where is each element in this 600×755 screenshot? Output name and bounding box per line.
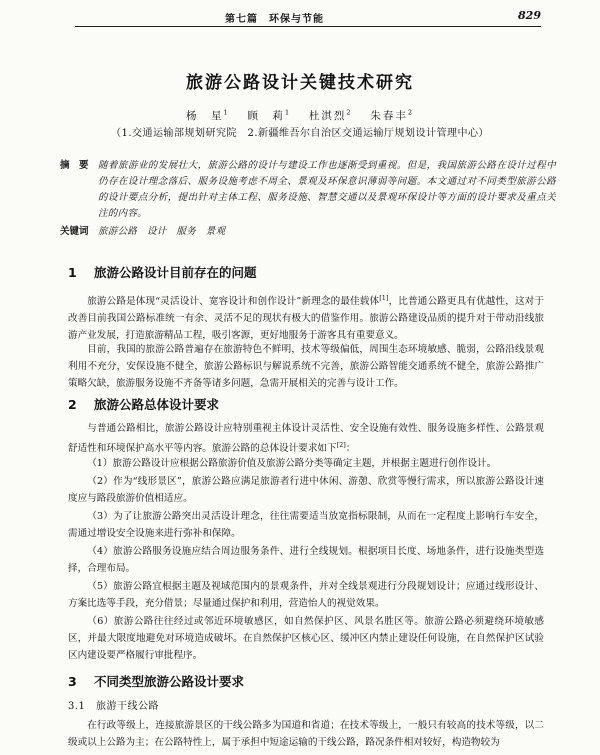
- author-mark: 1: [284, 108, 292, 117]
- section-heading: [68, 672, 244, 690]
- author-name: 杜淇烈: [308, 110, 347, 122]
- paragraph-text: ，比普通公路更具有优越性，这对于改善目前我国公路标准统一有余、灵活不足的现状有极大的借鉴作用。旅游公路建设品质的提升对于带动沿线旅游产业发展，打造旅游精品工程，吸引客源，更好地服务于游客具有重要意义。: [68, 296, 545, 342]
- paper-title: 旅游公路设计关键技术研究: [186, 73, 414, 93]
- list-item: （5）旅游公路宜根据主题及视域范围内的景观条件，并对全线景观进行分段规划设计；应通过线形设计、方案比选等手段，充分借景；尽量通过保护和利用，营造怡人的视觉效果。: [68, 581, 544, 609]
- abstract-text: 随着旅游业的发展壮大，旅游公路的设计与建设工作也逐渐受到重视。但是，我国旅游公路在设计过程中仍存在设计理念落后、服务设施考虑不周全、景观及环保意识薄弱等问题。本文通过对不同类型旅游公路的设计要点分析，提出针对主体工程、服务设施、智慧交通以及景观环保设计等方面的设计要求及重点关注的内容。: [98, 160, 556, 219]
- body-paragraph: 在行政等级上，连接旅游景区的干线公路多为国道和省道；在技术等级上，一般只有较高的技术等级，以二级或以上公路为主；在公路特性上，属于承担中短途运输的干线公路，路况条件相对较好，构造物较为: [68, 720, 544, 748]
- page-number: 829: [518, 9, 541, 22]
- paragraph-text: ：: [345, 443, 356, 455]
- author-mark: 2: [346, 108, 353, 117]
- subsection-number: 3.1: [68, 701, 86, 712]
- affiliations: （1.交通运输部规划研究院 2.新疆维吾尔自治区交通运输厅规划设计管理中心）: [110, 128, 490, 139]
- author-name: 杨 星: [185, 110, 224, 122]
- body-paragraph: [68, 420, 544, 457]
- paragraph-text: 与普通公路相比，旅游公路设计应特别重视主体设计灵活性、安全设施有效性、服务设施多样性、公路景观舒适性和环境保护高水平等内容。旅游公路的总体设计要求如下: [68, 423, 544, 455]
- section-number: 2: [68, 397, 77, 412]
- list-item: （1）旅游公路设计应根据公路旅游价值及旅游公路分类等确定主题，并根据主题进行创作设计。: [87, 458, 497, 469]
- paragraph-text: 旅游公路是体现“灵活设计、宽容设计和创作设计”新理念的最佳载体: [87, 296, 380, 308]
- section-title: 旅游公路总体设计要求: [94, 397, 220, 412]
- running-title: 第七篇 环保与节能: [225, 14, 324, 25]
- author-name: 朱春丰: [370, 110, 408, 122]
- section-title: 旅游公路设计目前存在的问题: [94, 265, 257, 280]
- header-rule: [75, 26, 541, 27]
- body-paragraph: 目前，我国的旅游公路普遍存在旅游特色不鲜明，技术等级偏低，周围生态环境敏感、脆弱，公路沿线景观利用不充分，安保设施不健全，旅游公路标识与解说系统不完善，旅游公路智能交通系统不健全，旅游公路推广策略欠缺，旅游服务设施不齐备等诸多问题，急需开展相关的完善与设计工作。: [68, 344, 544, 389]
- list-item: （2）作为“线形景区”，旅游公路应满足旅游者行进中休闲、游憩、欣赏等慢行需求，所以旅游公路设计速度应与路段旅游价值相适应。: [68, 476, 544, 504]
- keywords-block: [60, 224, 556, 240]
- author-mark: 2: [407, 108, 415, 117]
- section-number: 3: [68, 674, 77, 689]
- body-paragraph: [68, 290, 544, 344]
- list-item: （6）旅游公路往往经过或邻近环境敏感区，如自然保护区、风景名胜区等。旅游公路必须避绕环境敏感区，并最大限度地避免对环境造成破坏。在自然保护区核心区、缓冲区内禁止建设任何设施，在自然保护区试验区内建设要严格履行审批程序。: [68, 616, 544, 661]
- citation: [2]: [336, 441, 346, 449]
- section-number: 1: [68, 265, 77, 280]
- author-mark: 1: [223, 108, 230, 117]
- abstract-label: 摘 要: [60, 160, 89, 171]
- subsection-title: 旅游干线公路: [96, 701, 159, 712]
- subsection-heading: [68, 697, 159, 712]
- section-heading: [68, 395, 219, 413]
- citation: [1]: [379, 294, 389, 302]
- author-list: [0, 108, 600, 123]
- keywords-text: 旅游公路 设计 服务 景观: [98, 226, 226, 237]
- abstract-block: [60, 158, 556, 222]
- list-item: （3）为了让旅游公路突出灵活设计理念，往往需要适当放宽指标限制，从而在一定程度上影响行车安全，需通过增设安全设施来进行弥补和保障。: [68, 511, 544, 539]
- list-item: （4）旅游公路服务设施应结合周边服务条件、进行全线规划。根据项目长度、场地条件，进行设施类型选择，合理布局。: [68, 546, 544, 574]
- section-title: 不同类型旅游公路设计要求: [94, 674, 245, 689]
- running-header: [75, 8, 541, 26]
- author-name: 顾 莉: [247, 110, 285, 122]
- section-heading: [68, 263, 257, 281]
- keywords-label: 关键词: [60, 226, 89, 237]
